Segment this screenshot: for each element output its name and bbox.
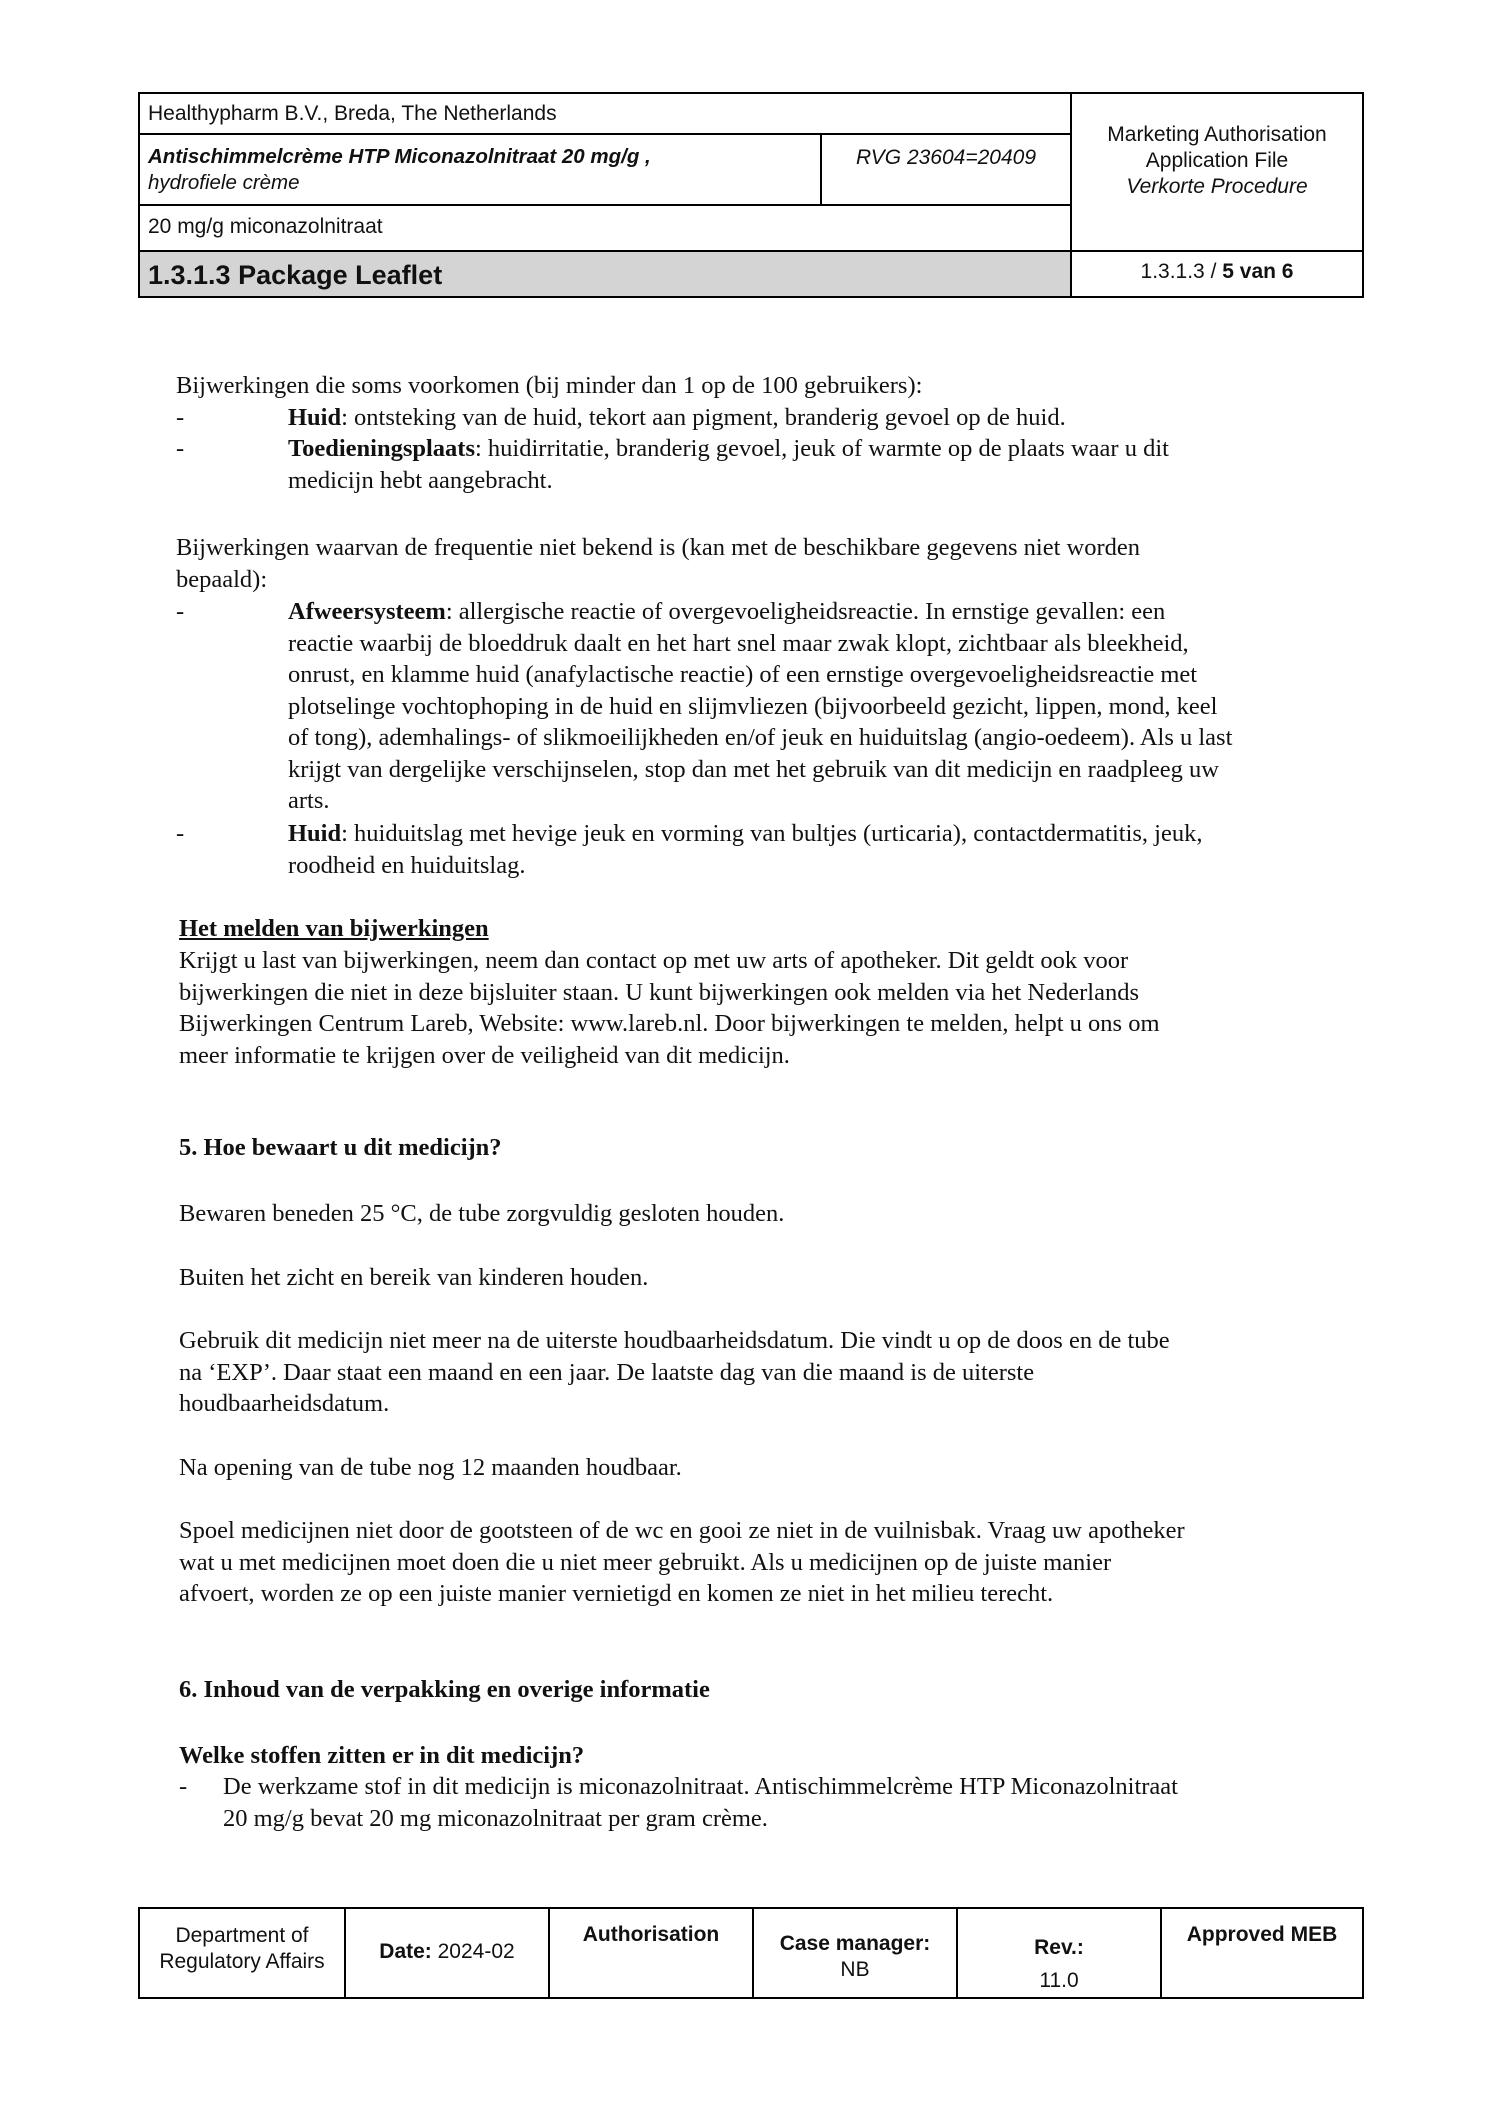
list-item [288,433,1169,496]
section-title: 1.3.1.3 Package Leaflet [140,252,1070,296]
list-item-term: Toedieningsplaats [288,435,475,462]
footer-text: Regulatory Affairs [159,1950,325,1973]
list-item-text: medicijn hebt aangebracht. [288,466,553,494]
list-item-text: : huiduitslag met hevige jeuk en vorming van bultjes (urticaria), contactdermatitis, jeuk, [341,820,1203,847]
footer-label: Case manager: [779,1932,931,1955]
list-item-text: : huidirritatie, branderig gevoel, jeuk of warmte op de plaats waar u dit [475,435,1169,462]
footer-text: Department of [175,1924,309,1947]
list-item-text: 20 mg/g bevat 20 mg miconazolnitraat per gram crème. [223,1804,768,1832]
ma-procedure: Verkorte Procedure [1126,175,1308,198]
footer-case-manager [754,1909,958,1997]
document-footer-table [138,1907,1364,1999]
page-prefix: 1.3.1.3 / [1140,260,1223,283]
list-item-text: : ontsteking van de huid, tekort aan pigment, branderig gevoel op de huid. [341,404,1066,431]
footer-value: 2024-02 [431,1940,515,1963]
list-item-term: Afweersysteem [288,598,446,625]
list-item [288,402,1066,434]
footer-revision [958,1909,1162,1997]
section-6-heading: 6. Inhoud van de verpakking en overige informatie [179,1676,710,1703]
intro-line: Bijwerkingen waarvan de frequentie niet bekend is (kan met de beschikbare gegevens niet worden [176,534,1140,561]
list-item-term: Huid [288,820,342,847]
list-item-text: arts. [288,787,330,814]
company-name: Healthypharm B.V., Breda, The Netherlands [148,102,557,125]
footer-value: 11.0 [1039,1969,1079,1992]
marketing-authorisation-box [1072,122,1362,200]
paragraph-line: Gebruik dit medicijn niet meer na de uiterste houdbaarheidsdatum. Die vindt u op de doos en de tube [179,1327,1170,1354]
page-number: 5 van 6 [1222,260,1294,283]
header-divider [140,204,1070,206]
list-item [288,596,1232,817]
ma-line: Marketing Authorisation [1107,123,1327,146]
paragraph-line: Spoel medicijnen niet door de gootsteen of de wc en gooi ze niet in de vuilnisbak. Vraag uw apotheker [179,1517,1185,1544]
list-item-text: krijgt van dergelijke verschijnselen, stop dan met het gebruik van dit medicijn en raadpleeg uw [288,755,1219,783]
header-divider [140,133,1070,135]
substances-heading: Welke stoffen zitten er in dit medicijn? [179,1742,585,1769]
list-dash: - [176,598,185,625]
paragraph-line: bijwerkingen die niet in deze bijsluiter staan. U kunt bijwerkingen ook melden via het Nederlands [179,978,1139,1006]
list-item-text: : allergische reactie of overgevoeligheidsreactie. In ernstige gevallen: een [445,598,1166,625]
storage-disposal [179,1515,1185,1610]
paragraph-line: meer informatie te krijgen over de veiligheid van dit medicijn. [179,1041,790,1069]
footer-approved: Approved MEB [1186,1923,1338,1946]
list-dash: - [176,435,185,462]
footer-authorisation: Authorisation [550,1909,754,1997]
list-item-text: plotselinge vochtophoping in de huid en slijmvliezen (bijvoorbeeld gezicht, lippen, mond, keel [288,692,1218,720]
list-item-term: Huid [288,404,342,431]
footer-department [140,1909,346,1997]
paragraph-line: Bijwerkingen Centrum Lareb, Website: www.lareb.nl. Door bijwerkingen te melden, helpt u ons om [179,1010,1160,1037]
list-item [288,818,1202,881]
section-5-heading: 5. Hoe bewaart u dit medicijn? [179,1134,502,1161]
list-dash: - [179,1773,188,1800]
storage-after-opening: Na opening van de tube nog 12 maanden houdbaar. [179,1454,682,1481]
paragraph-line: afvoert, worden ze op een juiste manier vernietigd en komen ze niet in het milieu terecht. [179,1580,1054,1607]
footer-value: NB [840,1958,870,1981]
list-dash: - [176,404,185,431]
list-dash: - [176,820,185,847]
list-item-text: De werkzame stof in dit medicijn is miconazolnitraat. Antischimmelcrème HTP Miconazolnitraat [223,1773,1178,1800]
paragraph-line: wat u met medicijnen moet doen die u niet meer gebruikt. Als u medicijnen op de juiste manier [179,1548,1112,1576]
storage-temperature: Bewaren beneden 25 °C, de tube zorgvuldig gesloten houden. [179,1200,785,1227]
product-name: Antischimmelcrème HTP Miconazolnitraat 20 mg/g , [148,145,651,168]
intro-line: bepaald): [176,565,268,593]
side-effects-uncommon-intro: Bijwerkingen die soms voorkomen (bij minder dan 1 op de 100 gebruikers): [176,372,923,399]
footer-date [346,1909,550,1997]
page-indicator [1072,260,1362,284]
footer-label: Date: [379,1940,432,1963]
side-effects-unknown-intro [176,532,1140,595]
document-header-table [138,92,1364,298]
reporting-paragraph [179,945,1160,1071]
storage-children: Buiten het zicht en bereik van kinderen houden. [179,1264,649,1291]
product-form: hydrofiele crème [148,171,300,194]
paragraph-line: Krijgt u last van bijwerkingen, neem dan contact op met uw arts of apotheker. Dit geldt ook voor [179,947,1129,974]
list-item-text: reactie waarbij de bloeddruk daalt en het hart snel maar zwak klopt, zichtbaar als bleekheid, [288,629,1189,657]
strength: 20 mg/g miconazolnitraat [148,215,383,238]
list-item-text: roodheid en huiduitslag. [288,851,526,879]
list-item-text: onrust, en klamme huid (anafylactische reactie) of een ernstige overgevoeligheidsreactie met [288,661,1198,688]
rvg-number: RVG 23604=20409 [855,146,1037,169]
ma-line: Application File [1145,149,1289,172]
paragraph-line: houdbaarheidsdatum. [179,1390,390,1417]
footer-label: Rev.: [1034,1936,1084,1959]
list-item-text: of tong), ademhalings- of slikmoeilijkheden en/of jeuk en huiduitslag (angio-oedeem). Als u last [288,724,1233,751]
storage-expiry [179,1325,1170,1420]
list-item [223,1771,1178,1834]
reporting-heading: Het melden van bijwerkingen [179,915,489,942]
paragraph-line: na ‘EXP’. Daar staat een maand en een jaar. De laatste dag van die maand is de uiterste [179,1358,1035,1386]
